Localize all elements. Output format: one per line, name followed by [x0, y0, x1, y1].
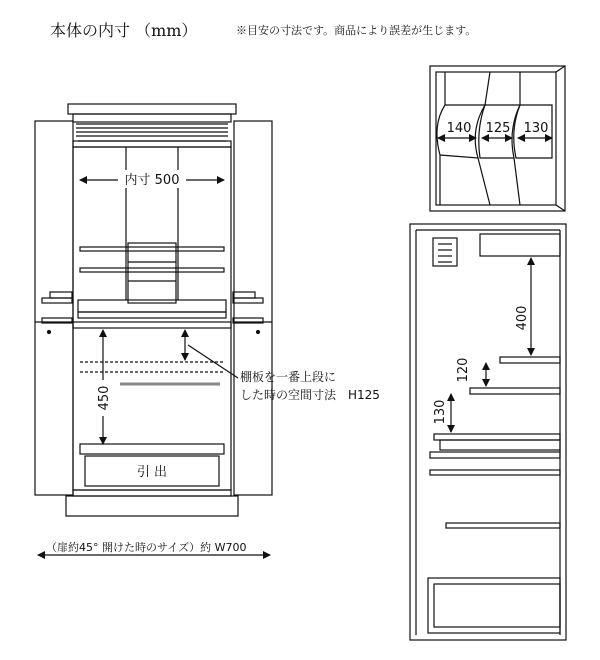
shelf-note-line1: 棚板を一番上段に	[240, 370, 337, 384]
side-dim-400: 400	[515, 305, 530, 331]
crown-top	[68, 104, 236, 114]
vertical-dim-450: 450	[97, 385, 112, 411]
door-open-label: （扉約45° 開けた時のサイズ）約 W700	[46, 541, 247, 554]
cabinet-base	[66, 496, 238, 516]
shelf-note-line2: した時の空間寸法	[240, 388, 337, 402]
page-title: 本体の内寸 （mm）	[50, 21, 198, 40]
left-door	[35, 121, 73, 495]
right-door	[234, 121, 272, 495]
side-dim-120: 120	[456, 357, 471, 383]
top-dim-140: 140	[446, 121, 472, 136]
inner-width-label: 内寸 500	[124, 173, 180, 188]
drawer-label: 引 出	[136, 465, 168, 480]
top-dim-125: 125	[485, 121, 511, 136]
shelf-note-dim: H125	[348, 388, 380, 402]
top-dim-130: 130	[523, 121, 549, 136]
side-dim-130: 130	[433, 399, 448, 425]
side-view	[410, 224, 566, 640]
front-view	[35, 104, 272, 516]
door-handle-left	[48, 331, 51, 334]
disclaimer-note: ※目安の寸法です。商品により誤差が生じます。	[236, 24, 477, 37]
door-handle-right	[257, 331, 260, 334]
